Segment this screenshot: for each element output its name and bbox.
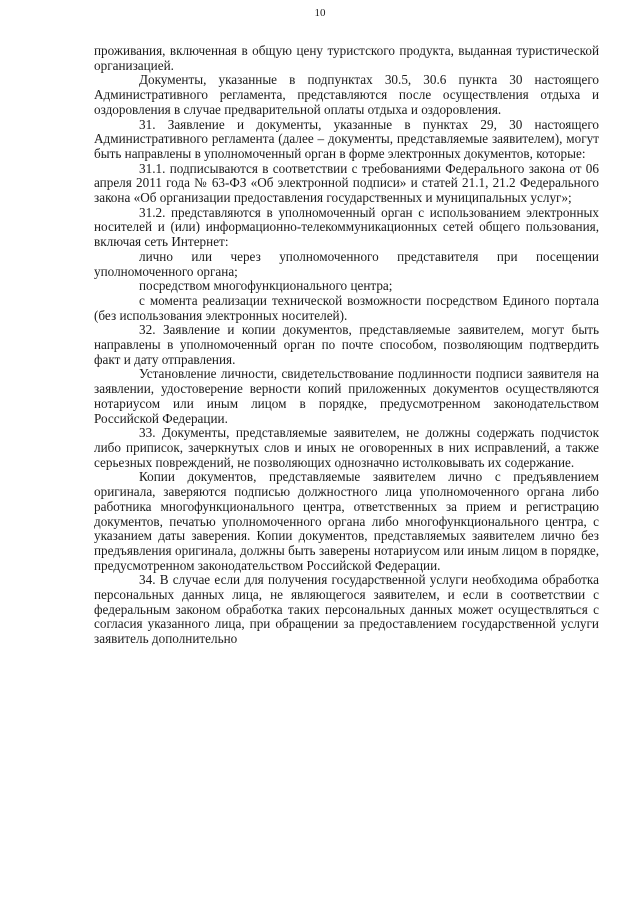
paragraph-item-34: 34. В случае если для получения государственной услуги необходима обработка персональных данных лица, не являющегося заявителем, и если в соответствии с федеральным законом обработка таких персональных данных может осуществляться с согласия указанного лица, при обращении за предоставлением государственной услуги заявитель дополнительно xyxy=(94,572,599,647)
paragraph-item-31-1: 31.1. подписываются в соответствии с требованиями Федерального закона от 06 апреля 2011 года № 63-ФЗ «Об электронной подписи» и статей 21.1, 21.2 Федерального закона «Об организации предоставления государственных и муниципальных услуг»; xyxy=(94,160,599,206)
paragraph-item-33: 33. Документы, представляемые заявителем, не должны содержать подчисток либо приписок, зачеркнутых слов и иных не оговоренных в них исправлений, а также серьезных повреждений, не позволяющих однозначно истолковывать их содержание. xyxy=(94,425,599,470)
paragraph-unified-portal: с момента реализации технической возможности посредством Единого портала (без использования электронных носителей). xyxy=(94,292,599,323)
paragraph-item-32: 32. Заявление и копии документов, представляемые заявителем, могут быть направлены в уполномоченный орган по почте способом, позволяющим подтвердить факт и дату отправления. xyxy=(94,322,599,367)
paragraph-mfc: посредством многофункционального центра; xyxy=(139,278,393,294)
page-number: 10 xyxy=(314,7,326,19)
paragraph-document-copies: Копии документов, представляемые заявителем лично с предъявлением оригинала, заверяются подписью должностного лица уполномоченного органа либо работника многофункционального центра, ответственных за прием и регистрацию документов, печатью уполномоченного органа либо многофункционального центра, с указанием даты заверения. Копии документов, представляемых заявителем лично без предъявления оригинала, должны быть заверены нотариусом или иным лицом в порядке, предусмотренном законодательством Российской Федерации. xyxy=(94,469,599,573)
paragraph-personal-visit: лично или через уполномоченного представителя при посещении уполномоченного органа; xyxy=(94,248,599,279)
paragraph-identity-verification: Установление личности, свидетельствование подлинности подписи заявителя на заявлении, удостоверение верности копий приложенных документов осуществляются нотариусом или иным лицом в порядке, предусмотренном законодательством Российской Федерации. xyxy=(94,366,599,426)
paragraph-item-31-2: 31.2. представляются в уполномоченный орган с использованием электронных носителей и (или) информационно-телекоммуникационных сетей общего пользования, включая сеть Интернет: xyxy=(94,204,599,250)
paragraph-continuation: проживания, включенная в общую цену туристского продукта, выданная туристической организацией. xyxy=(94,43,599,73)
paragraph-documents-30-5-30-6: Документы, указанные в подпунктах 30.5, 30.6 пункта 30 настоящего Административного регламента, представляются после осуществления отдыха и оздоровления в случае предварительной оплаты отдыха и оздоровления. xyxy=(94,72,599,117)
paragraph-item-31: 31. Заявление и документы, указанные в пунктах 29, 30 настоящего Административного регламента (далее – документы, представляемые заявителем), могут быть направлены в уполномоченный орган в форме электронных документов, которые: xyxy=(94,116,599,161)
document-body xyxy=(94,44,599,647)
